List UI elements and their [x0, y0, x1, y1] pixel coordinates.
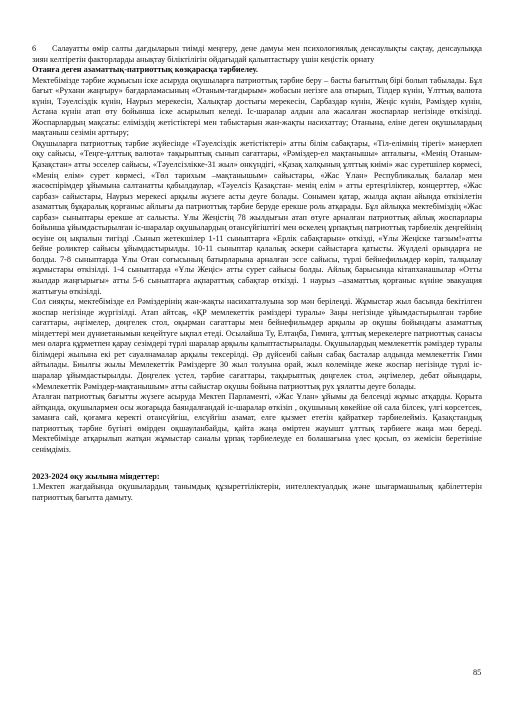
list-number: 6	[32, 44, 37, 53]
paragraph-3: Сол сияқты, мектебімізде ел Рәміздерінің жан-жақты насихатталуына зор мән берілеңді. Жұмыстар жыл басында бекітілген жоспар негізінде жүргізілді. Атап айтсақ, «ҚР мемлекеттік рәміздері туралы» Заңы негізінде ұйымдастырылған тәрбие сағаттары, әңгімелер, дөңгелек стол, оқырман сағаттары мен бейнефильмдер арқылы әр оқушы бойындағы азаматтық міндеттері мен дүниетанымын кеңейтуге ықпал етеді. Осылайша Ту, Елтаңба, Гимнға, ұлттық мерекелерге патриоттық санасы мен оларға құрметпен қарау сезімдері түрлі шаралар арқылы қалыптастырылады. Оқушылардың мемлекеттік рәміздер туралы білімдері жылына екі рет сауалнамалар арқылы тексерілді. Әр дүйсенбі сайын сабақ басталар алдында мемлекеттік Гимн айтылады. Биылғы жылы Мемлекеттік Рәміздерге 30 жыл толуына орай, жыл көлемінде жеке жоспар негізінде түрлі іс-шаралар ұйымдастырылды. Дөңгелек үстел, тәрбие сағаттары, тақырыптық дөңгелек стол, әңгімелер, дебат ойындары, «Мемлекеттік Рәміздер-мақтанышым» атты сайыстар оқушы бойына патриоттық рух ұялатты деуге болады.	[32, 297, 482, 391]
page-number: 85	[473, 668, 482, 677]
document-page	[32, 44, 482, 503]
list-item-text: Салауатты өмір салты дағдыларын тиімді меңгеру, дене дамуы мен психологиялық денсаулықты сақтау, денсаулыққа зиян келтіретін факторларды анықтау біліктілігін ойдағыдай қалыптастыру үшін кеңістік орнату	[32, 44, 482, 64]
list-item-6	[32, 44, 482, 65]
paragraph-2: Оқушыларға патриоттық тәрбие жүйесінде «Тәуелсіздік жетістіктері» атты білім сабақтары, «Тіл-елімнің тірегі» мәнерлеп оқу сайысы, «Теңге-ұлттық валюта» тақырыптық сынып сағаттары, «Рәміздер-ел мақтанышы» апталығы, «Менің Отаным-Қазақстан» атты эсселер сайысы, «Тәуелсізлікке-31 жыл» онкүндігі, «Қазақ халқының ұлттық киімі» жас суретшілер көрмесі, «Менің елім» сурет көрмесі, «Төл тарихым –мақтанышым» сайыстары, «Жас Ұлан» Республикалық балалар мен жасөспірімдер ұйымына салтанатты қабылдаулар, «Тәуелсіз Қазақстан- менің елім » атты ертеңгіліктер, концерттер, «Жас сарбаз» сайыстары, Наурыз мерекесі арқылы жүзеге асты деуге болады. Сонымен қатар, жылда ақпан айында өткізілетін азаматтық бұқаралық қорғаныс айлығы да патриоттық тәрбие беруде ерекше роль атқарады. Бұл айлықка мектебіміздің «Жас сарбаз» сыныптары ерекше ат салысты. Ұлы Жеңістің 78 жылдығын атап өтуге арналған патриоттық айлық жоспарлары бойынша ұйымдастырылған іс-шаралар оқушылардың отансүйгіштігі мен өскелең ұрпақтың патриоттық тәрбиелік деңгейінің өсуіне оң ықпалын тигізді .Сынып жетекшілер 1-11 сыныптарға «Ерлік сабақтарын» өткізді, «Ұлы Жеңіске тағзым!»атты бейне роликтер сайысы ұйымдастырылды. 10-11 сыныптар қалалық әскери сайыстарға қатысты. Жүлделі орындарға не болды. 7-8 сыныптарда Ұлы Отан соғысының батырларына арналған эссе сайысы, түрлі бейнефильмдер көріп, талқылау жұмыстары өткізілді. 1-4 сыныптарда «Ұлы Жеңіс» атты сурет сайысы болды. Айлық барысында кітапханашылар «Отты жылдар жаңғырығы» атты 5-6 сыныптарға ақпараттық сабақтар өткізді. 1 наурыз –азаматтық қорғаныс күніне эвакуация жаттығуы өткізілді.	[32, 138, 482, 296]
paragraph-4: Аталған патриоттық бағытты жүзеге асыруда Мектеп Парламенті, «Жас Ұлан» ұйымы да белсенді жұмыс атқарды. Қорыта айтқанда, оқушылармен осы жоғарыда баяндалғандай іс-шаралар өткізіп , оқушының көкейіне ой сала білсек, үлгі көрсетсек, заманға сай, қоғамға керекті отансүйгіш, елсүйгіш азамат, елге қызмет ететін қайраткер тәрбиелейміз. Қазақстандық патриоттық тәрбие бүгінгі өмірден оқшауланбайды, қайта жаңа өміртен жауышт ұлттық тәрбиеге жаңа мән береді. Мектебімізде атқарылып жатқан жұмыстар саналы ұрпақ тәрбиелеуде ел болашағына үлес қосып, өз жемісін беретініне сенімдіміз.	[32, 392, 482, 454]
tasks-heading: 2023-2024 оқу жылына міндеттер:	[32, 471, 160, 481]
paragraph-1: Мектебімізде тәрбие жұмысын іске асыруда оқушыларға патриоттық тәрбие беру – басты бағыттың бірі болып табылады. Бұл бағыт «Рухани жаңғыру» бағдарламасының «Отаным-тағдырым» жобасын негізге ала отырып, Тілдер күнін, Ұлттық валюта күнін, Тәуелсіздік күнін, Наурыз мерекесін, Халықтар достығы мерекесін, Сарбаздар күнін, Жеңіс күнін, Рәміздер күнін, Астана күнін атап өту бойынша іске асырылып келеді. Іс-шаралар алдын ала жасалған жоспарлар негізінде өткізілді. Жоспарлардың мақсаты: еліміздің жетістіктері мен табыстарын жан-жақты насихаттау; Отанына, еліне деген оқушылардың мақтаныш сезімін арттыру;	[32, 75, 482, 138]
section-heading: Отанға деген азаматтық-патриоттық көзқарасқа тәрбиелеу.	[32, 65, 258, 75]
task-item-1: 1.Мектеп жағдайында оқушылардың танымдық құзыреттіліктерін, интеллектуалдық және шығармашылық қабілеттерін патриоттық бағытта дамыту.	[32, 482, 482, 502]
